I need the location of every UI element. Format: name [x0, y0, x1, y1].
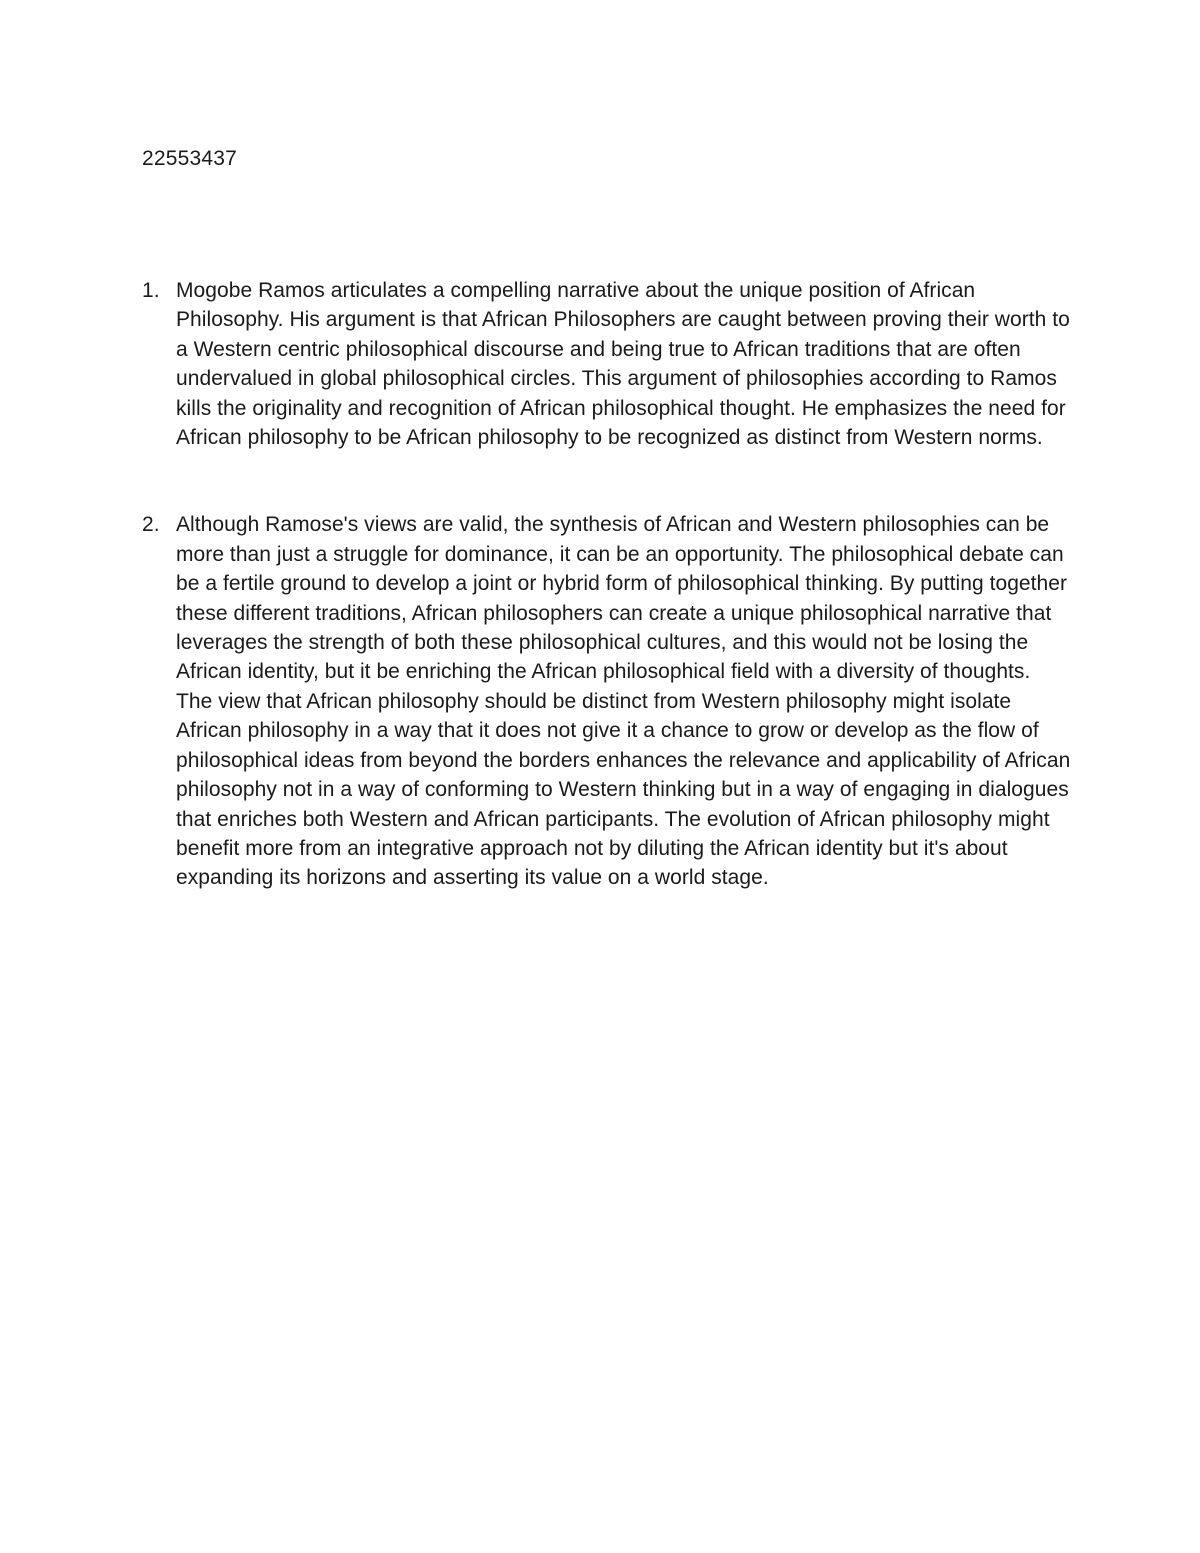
student-id: 22553437 — [142, 147, 238, 170]
list-item — [142, 276, 1072, 452]
item-text: Mogobe Ramos articulates a compelling narrative about the unique position of African Philosophy. His argument is that African Philosophers are caught between proving their worth to a Western centric philosophical discourse and being true to African traditions that are often undervalued in global philosophical circles. This argument of philosophies according to Ramos kills the originality and recognition of African philosophical thought. He emphasizes the need for African philosophy to be African philosophy to be recognized as distinct from Western norms. — [176, 279, 1070, 450]
item-text: Although Ramose's views are valid, the synthesis of African and Western philosophies can be more than just a struggle for dominance, it can be an opportunity. The philosophical debate can be a fertile ground to develop a joint or hybrid form of philosophical thinking. By putting together these different traditions, African philosophers can create a unique philosophical narrative that leverages the strength of both these philosophical cultures, and this would not be losing the African identity, but it be enriching the African philosophical field with a diversity of thoughts. The view that African philosophy should be distinct from Western philosophy might isolate African philosophy in a way that it does not give it a chance to grow or develop as the flow of philosophical ideas from beyond the borders enhances the relevance and applicability of African philosophy not in a way of conforming to Western thinking but in a way of engaging in dialogues that enriches both Western and African participants. The evolution of African philosophy might benefit more from an integrative approach not by diluting the African identity but it's about expanding its horizons and asserting its value on a world stage. — [176, 513, 1071, 890]
item-number: 2. — [142, 513, 160, 537]
item-number: 1. — [142, 279, 160, 302]
list-item — [142, 510, 1072, 892]
answer-list — [142, 276, 1072, 893]
